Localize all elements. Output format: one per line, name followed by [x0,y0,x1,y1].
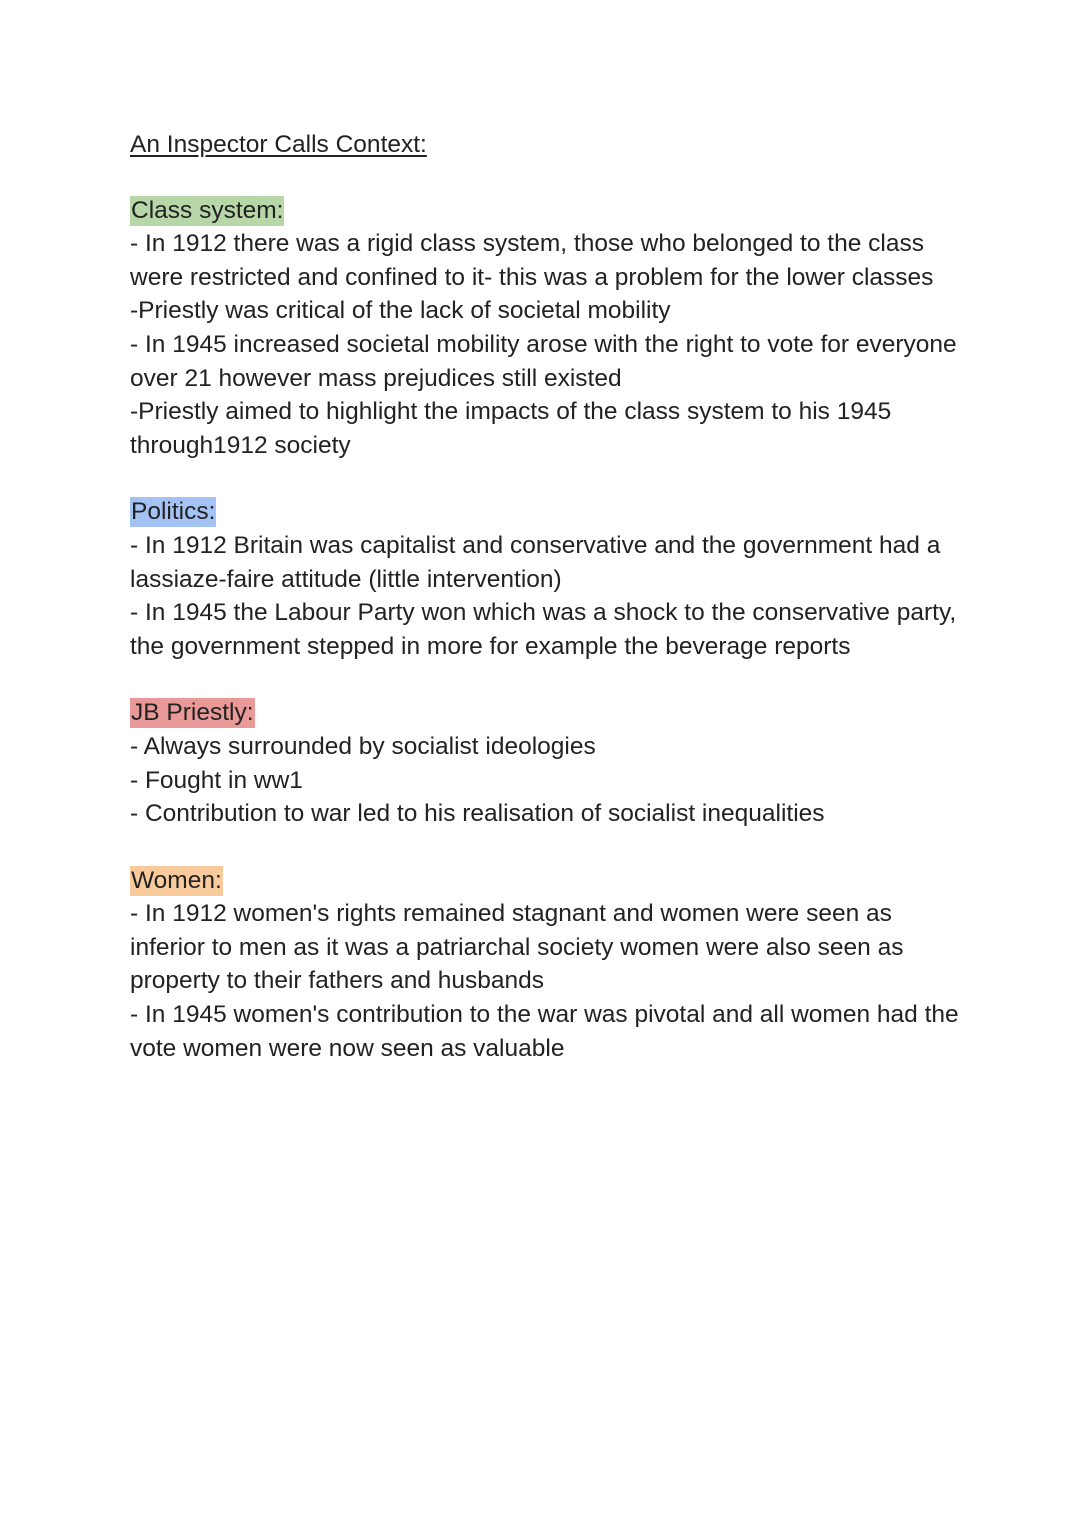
document-body [130,128,970,1098]
section-class-system [130,194,970,463]
bullet-line: - Always surrounded by socialist ideologies [130,732,596,760]
bullet-line: - Fought in ww1 [130,766,303,794]
section-politics [130,495,970,663]
bullet-line: - In 1912 there was a rigid class system, those who belonged to the class were restricted and confined to it- this was a problem for the lower classes [130,230,934,291]
bullet-line: -Priestly was critical of the lack of societal mobility [130,297,671,325]
bullet-line: - In 1945 the Labour Party won which was a shock to the conservative party, the government stepped in more for example the beverage reports [130,599,957,660]
bullet-line: - In 1912 women's rights remained stagnant and women were seen as inferior to men as it was a patriarchal society women were also seen as property to their fathers and husbands [130,900,904,995]
bullet-line: - In 1945 women's contribution to the war was pivotal and all women had the vote women were now seen as valuable [130,1001,959,1062]
section-heading: Politics: [131,498,216,526]
document-title: An Inspector Calls Context: [130,131,427,158]
bullet-line: -Priestly aimed to highlight the impacts of the class system to his 1945 through1912 society [130,398,892,459]
section-heading: Women: [131,866,222,894]
section-women [130,864,970,1066]
bullet-line: - In 1945 increased societal mobility arose with the right to vote for everyone over 21 however mass prejudices still existed [130,330,957,392]
bullet-line: - Contribution to war led to his realisation of socialist inequalities [130,800,825,828]
section-jb-priestly [130,696,970,830]
section-heading: JB Priestly: [131,699,254,727]
section-heading: Class system: [131,196,284,224]
bullet-line: - In 1912 Britain was capitalist and conservative and the government had a lassiaze-faire attitude (little intervention) [130,531,941,593]
